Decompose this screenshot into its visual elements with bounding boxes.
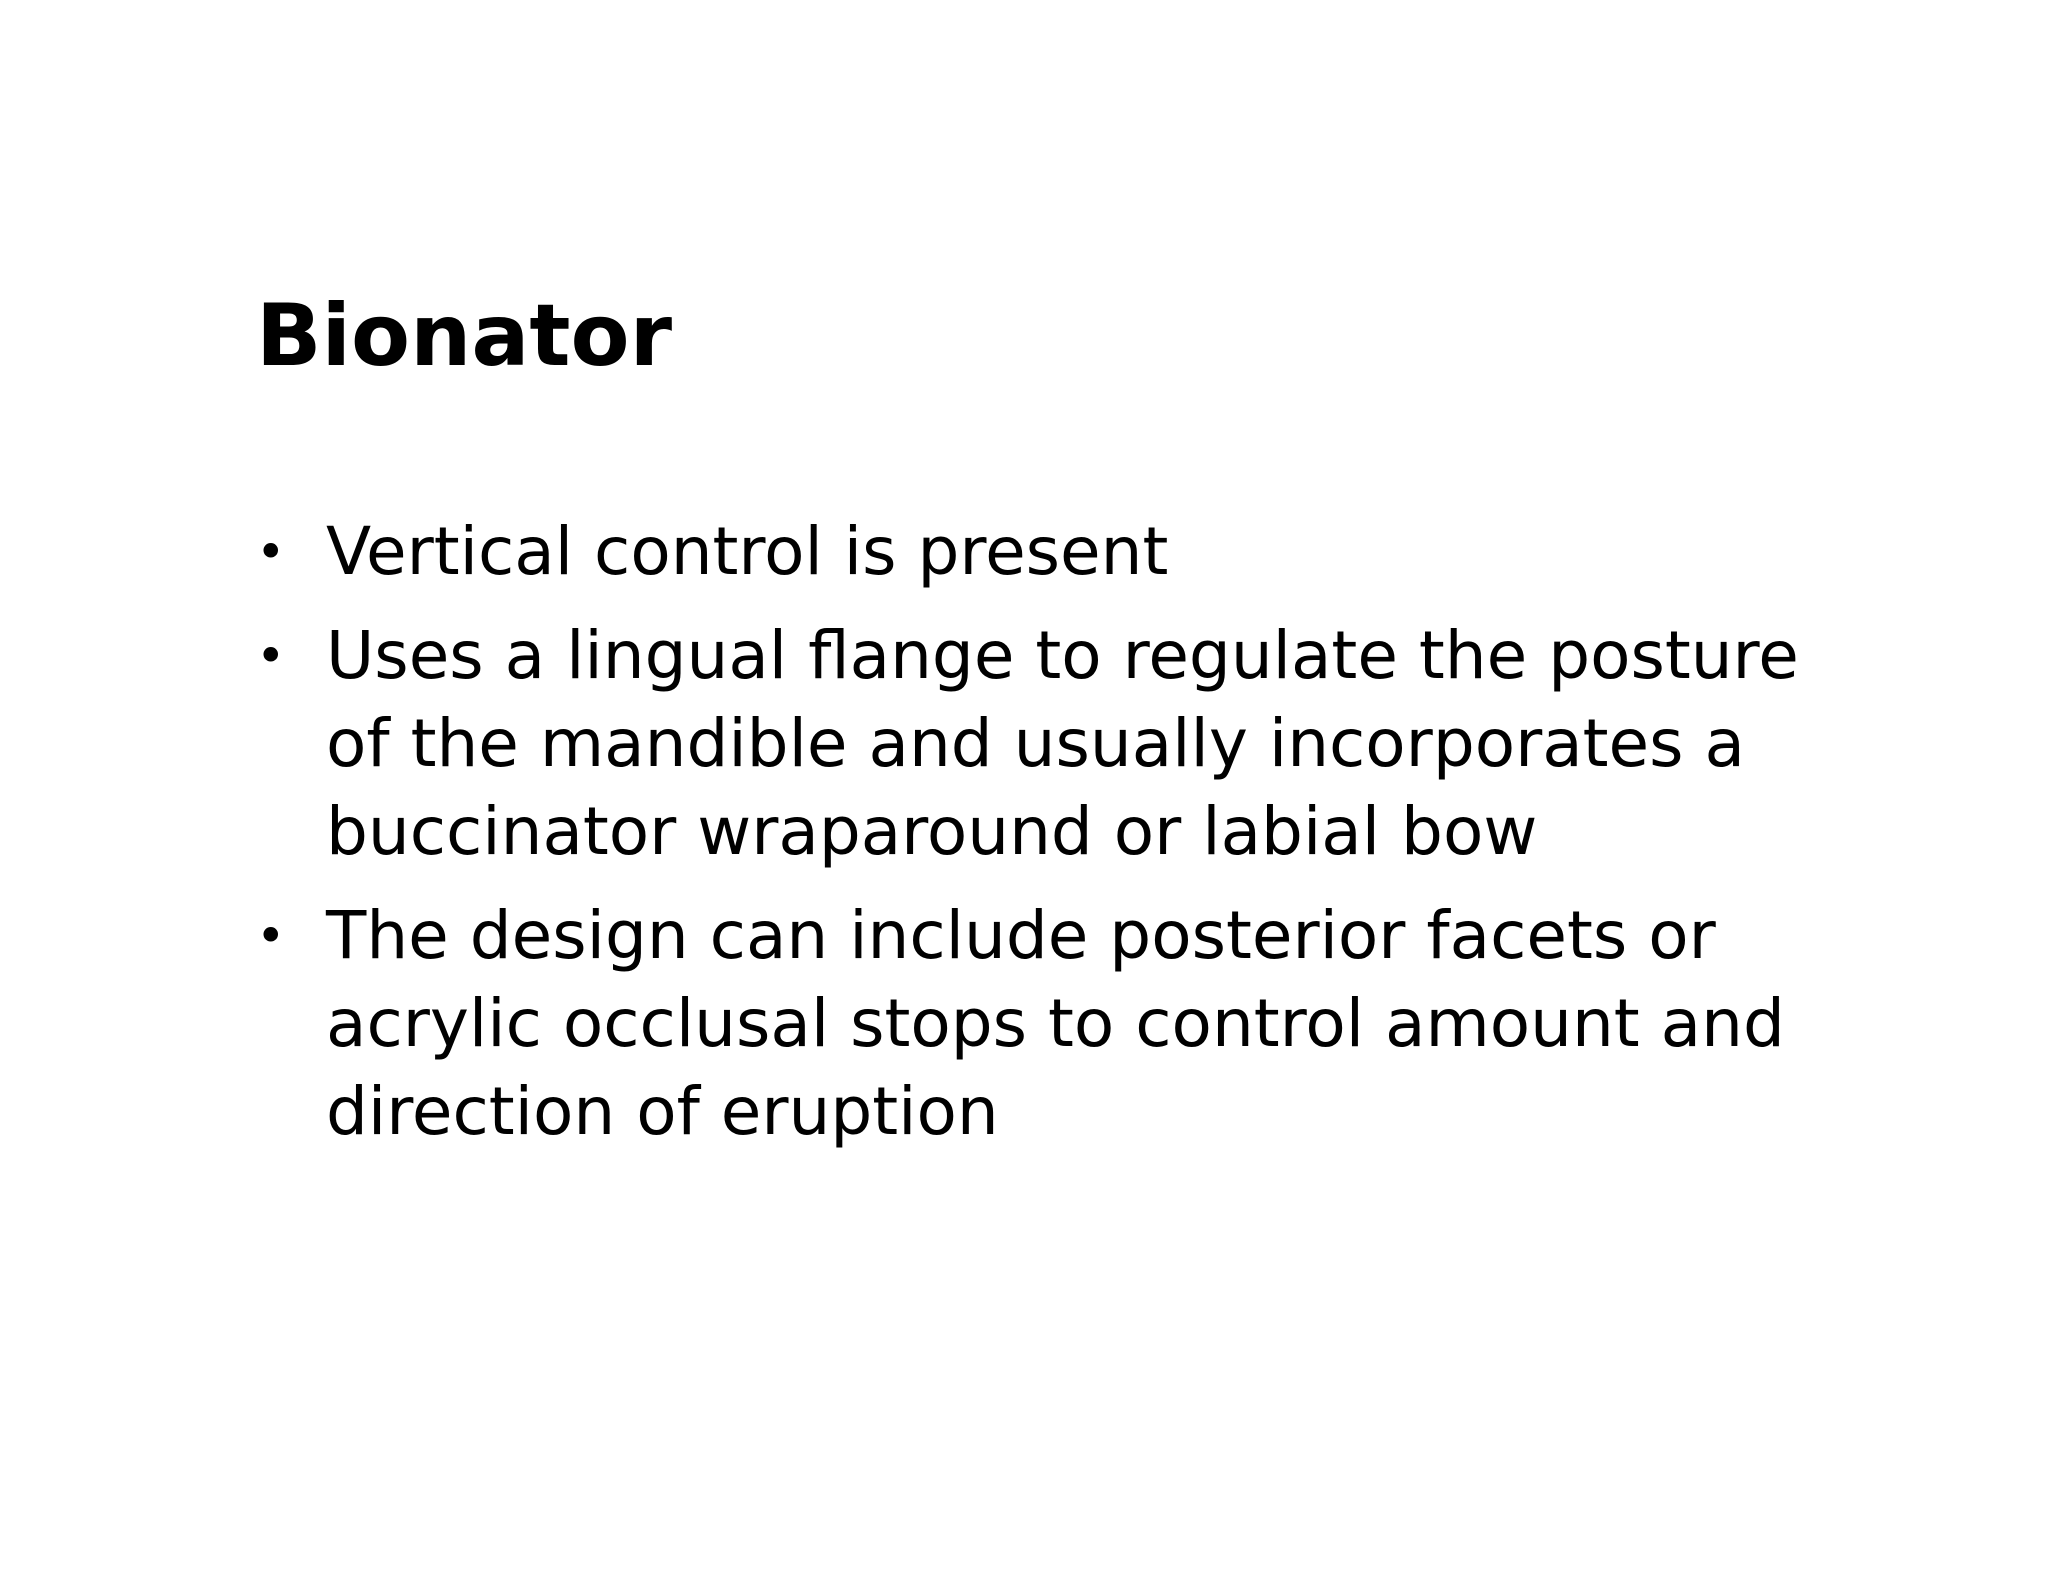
bullet-dot-icon: •	[256, 523, 286, 581]
bullet-text: Uses a lingual flange to regulate the posture of the mandible and usually incorporates a buccinator wraparound or labial bow	[326, 617, 1799, 870]
bullet-item	[256, 612, 1856, 876]
bullet-item	[256, 508, 1856, 596]
bullet-text: The design can include posterior facets or acrylic occlusal stops to control amount and direction of eruption	[326, 897, 1785, 1150]
bullet-item	[256, 892, 1856, 1156]
bullet-dot-icon: •	[256, 627, 286, 685]
bullet-list	[256, 508, 1856, 1172]
bullet-dot-icon: •	[256, 907, 286, 965]
slide-title: Bionator	[256, 286, 672, 386]
bullet-text: Vertical control is present	[326, 513, 1169, 590]
